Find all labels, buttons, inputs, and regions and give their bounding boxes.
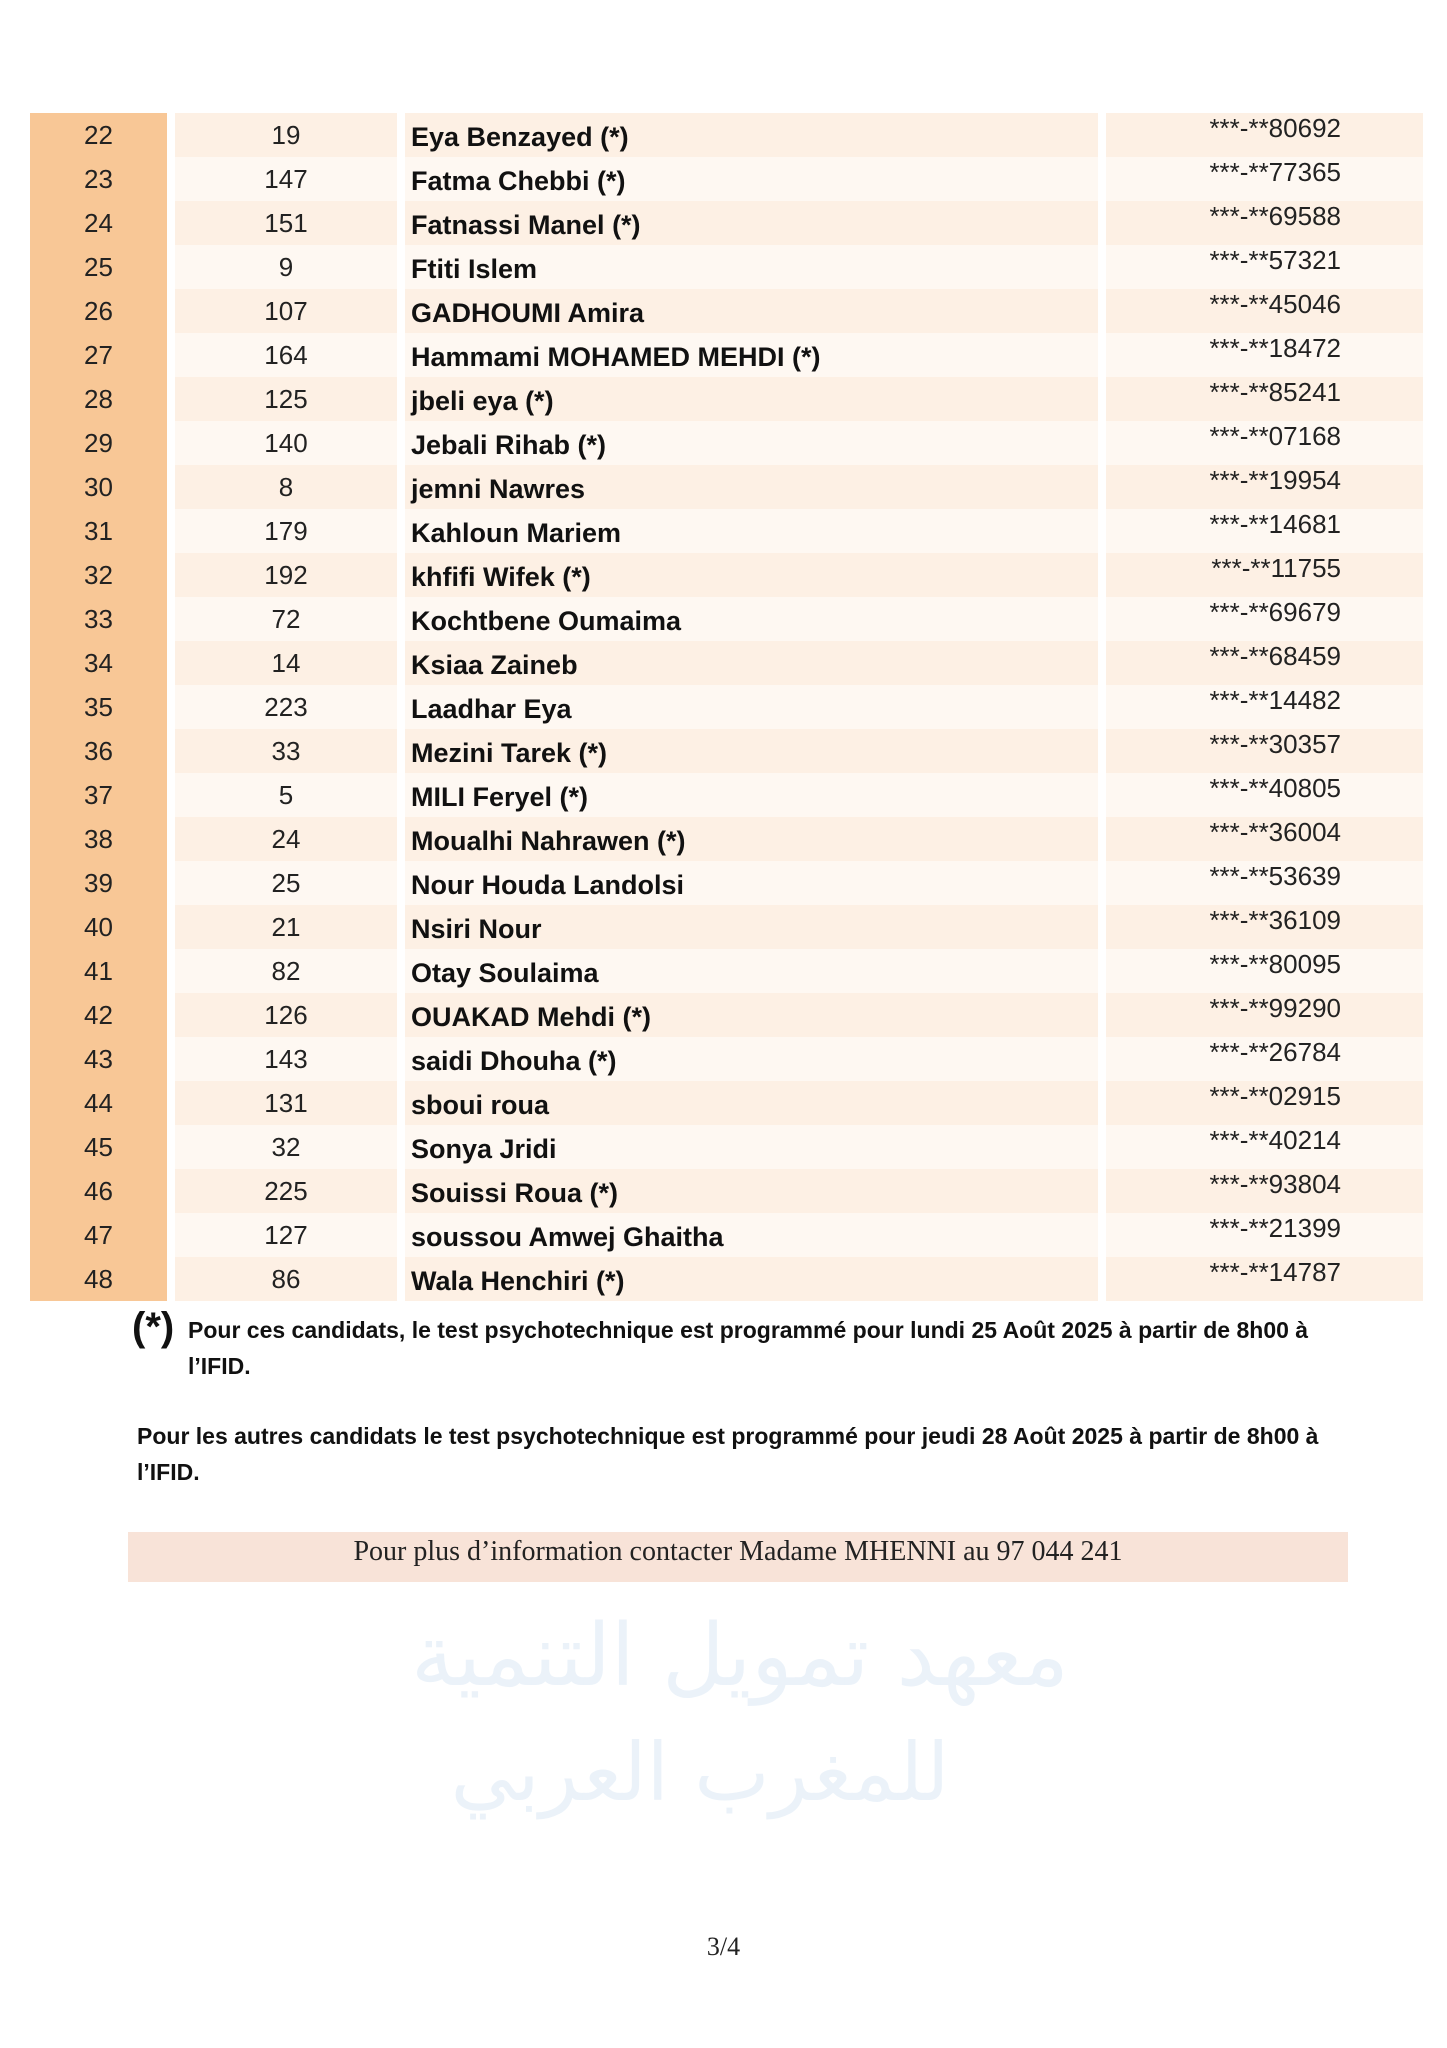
cell-gap — [167, 905, 175, 949]
cell-gap — [397, 1081, 405, 1125]
candidate-name-cell: Nour Houda Landolsi — [405, 861, 1098, 905]
number-cell: 14 — [175, 641, 397, 685]
candidate-id-cell: ***-**02915 — [1106, 1081, 1423, 1125]
candidate-id-cell: ***-**14482 — [1106, 685, 1423, 729]
cell-gap — [1098, 113, 1106, 157]
rank-cell: 47 — [30, 1213, 167, 1257]
rank-cell: 30 — [30, 465, 167, 509]
number-cell: 127 — [175, 1213, 397, 1257]
cell-gap — [397, 157, 405, 201]
cell-gap — [167, 1169, 175, 1213]
cell-gap — [1098, 597, 1106, 641]
candidate-id-cell: ***-**53639 — [1106, 861, 1423, 905]
number-cell: 192 — [175, 553, 397, 597]
cell-gap — [1098, 1257, 1106, 1301]
candidates-table — [30, 113, 1423, 1301]
cell-gap — [397, 905, 405, 949]
cell-gap — [1098, 949, 1106, 993]
cell-gap — [397, 1213, 405, 1257]
rank-cell: 37 — [30, 773, 167, 817]
cell-gap — [397, 421, 405, 465]
table-row — [30, 597, 1423, 641]
candidate-name-cell: Eya Benzayed (*) — [405, 113, 1098, 157]
cell-gap — [167, 509, 175, 553]
cell-gap — [167, 597, 175, 641]
number-cell: 82 — [175, 949, 397, 993]
rank-cell: 40 — [30, 905, 167, 949]
cell-gap — [167, 685, 175, 729]
cell-gap — [397, 1125, 405, 1169]
cell-gap — [167, 773, 175, 817]
number-cell: 32 — [175, 1125, 397, 1169]
cell-gap — [1098, 729, 1106, 773]
candidate-name-cell: Sonya Jridi — [405, 1125, 1098, 1169]
cell-gap — [167, 157, 175, 201]
cell-gap — [1098, 641, 1106, 685]
candidate-id-cell: ***-**68459 — [1106, 641, 1423, 685]
number-cell: 225 — [175, 1169, 397, 1213]
number-cell: 107 — [175, 289, 397, 333]
rank-cell: 39 — [30, 861, 167, 905]
table-row — [30, 245, 1423, 289]
cell-gap — [167, 201, 175, 245]
cell-gap — [1098, 905, 1106, 949]
table-row — [30, 465, 1423, 509]
cell-gap — [167, 333, 175, 377]
table-row — [30, 1169, 1423, 1213]
rank-cell: 22 — [30, 113, 167, 157]
candidate-name-cell: Jebali Rihab (*) — [405, 421, 1098, 465]
cell-gap — [1098, 773, 1106, 817]
number-cell: 33 — [175, 729, 397, 773]
cell-gap — [167, 1037, 175, 1081]
contact-banner: Pour plus d’information contacter Madame MHENNI au 97 044 241 — [128, 1532, 1348, 1582]
rank-cell: 46 — [30, 1169, 167, 1213]
table-row — [30, 553, 1423, 597]
candidate-id-cell: ***-**69588 — [1106, 201, 1423, 245]
candidate-id-cell: ***-**36004 — [1106, 817, 1423, 861]
cell-gap — [167, 1125, 175, 1169]
candidate-id-cell: ***-**57321 — [1106, 245, 1423, 289]
cell-gap — [397, 597, 405, 641]
table-row — [30, 773, 1423, 817]
table-row — [30, 1257, 1423, 1301]
candidate-name-cell: Moualhi Nahrawen (*) — [405, 817, 1098, 861]
cell-gap — [167, 1213, 175, 1257]
number-cell: 131 — [175, 1081, 397, 1125]
cell-gap — [397, 685, 405, 729]
page-number: 3/4 — [706, 1932, 741, 1961]
number-cell: 147 — [175, 157, 397, 201]
candidate-id-cell: ***-**36109 — [1106, 905, 1423, 949]
cell-gap — [167, 377, 175, 421]
candidate-name-cell: Fatma Chebbi (*) — [405, 157, 1098, 201]
cell-gap — [1098, 993, 1106, 1037]
number-cell: 125 — [175, 377, 397, 421]
rank-cell: 31 — [30, 509, 167, 553]
cell-gap — [1098, 377, 1106, 421]
cell-gap — [397, 553, 405, 597]
table-row — [30, 421, 1423, 465]
number-cell: 19 — [175, 113, 397, 157]
candidate-id-cell: ***-**93804 — [1106, 1169, 1423, 1213]
table-row — [30, 333, 1423, 377]
cell-gap — [397, 861, 405, 905]
table-row — [30, 993, 1423, 1037]
candidate-name-cell: OUAKAD Mehdi (*) — [405, 993, 1098, 1037]
other-candidates-note: Pour les autres candidats le test psychotechnique est programmé pour jeudi 28 Août 2025 à partir de 8h00 à l’IFID. — [137, 1423, 1319, 1485]
candidate-id-cell: ***-**80692 — [1106, 113, 1423, 157]
cell-gap — [397, 245, 405, 289]
cell-gap — [1098, 245, 1106, 289]
cell-gap — [397, 333, 405, 377]
table-row — [30, 157, 1423, 201]
cell-gap — [397, 1037, 405, 1081]
candidate-id-cell: ***-**14681 — [1106, 509, 1423, 553]
candidate-name-cell: GADHOUMI Amira — [405, 289, 1098, 333]
candidate-id-cell: ***-**26784 — [1106, 1037, 1423, 1081]
rank-cell: 24 — [30, 201, 167, 245]
table-row — [30, 641, 1423, 685]
cell-gap — [167, 861, 175, 905]
cell-gap — [167, 465, 175, 509]
watermark-line1: معهد تمويل التنمية — [411, 1606, 1069, 1706]
table-row — [30, 377, 1423, 421]
candidate-id-cell: ***-**07168 — [1106, 421, 1423, 465]
candidate-name-cell: MILI Feryel (*) — [405, 773, 1098, 817]
cell-gap — [397, 949, 405, 993]
candidate-name-cell: Otay Soulaima — [405, 949, 1098, 993]
number-cell: 21 — [175, 905, 397, 949]
rank-cell: 32 — [30, 553, 167, 597]
table-row — [30, 289, 1423, 333]
cell-gap — [1098, 1169, 1106, 1213]
number-cell: 223 — [175, 685, 397, 729]
number-cell: 151 — [175, 201, 397, 245]
starred-note-text: Pour ces candidats, le test psychotechnique est programmé pour lundi 25 Août 2025 à partir de 8h00 à l’IFID. — [188, 1317, 1309, 1379]
cell-gap — [167, 421, 175, 465]
cell-gap — [1098, 1037, 1106, 1081]
cell-gap — [397, 641, 405, 685]
candidate-id-cell: ***-**40214 — [1106, 1125, 1423, 1169]
number-cell: 164 — [175, 333, 397, 377]
cell-gap — [167, 113, 175, 157]
cell-gap — [167, 949, 175, 993]
cell-gap — [1098, 157, 1106, 201]
candidate-name-cell: Laadhar Eya — [405, 685, 1098, 729]
cell-gap — [1098, 861, 1106, 905]
candidate-name-cell: Nsiri Nour — [405, 905, 1098, 949]
table-row — [30, 685, 1423, 729]
table-row — [30, 1081, 1423, 1125]
table-row — [30, 905, 1423, 949]
cell-gap — [397, 729, 405, 773]
table-row — [30, 1037, 1423, 1081]
cell-gap — [1098, 553, 1106, 597]
candidate-name-cell: Hammami MOHAMED MEHDI (*) — [405, 333, 1098, 377]
cell-gap — [397, 1257, 405, 1301]
table-row — [30, 729, 1423, 773]
table-row — [30, 949, 1423, 993]
rank-cell: 23 — [30, 157, 167, 201]
starred-candidates-note — [132, 1312, 1352, 1384]
candidate-id-cell: ***-**80095 — [1106, 949, 1423, 993]
candidate-name-cell: Mezini Tarek (*) — [405, 729, 1098, 773]
candidate-id-cell: ***-**77365 — [1106, 157, 1423, 201]
number-cell: 179 — [175, 509, 397, 553]
cell-gap — [397, 1169, 405, 1213]
rank-cell: 34 — [30, 641, 167, 685]
table-row — [30, 1213, 1423, 1257]
candidate-id-cell: ***-**30357 — [1106, 729, 1423, 773]
cell-gap — [1098, 1081, 1106, 1125]
rank-cell: 44 — [30, 1081, 167, 1125]
cell-gap — [1098, 1213, 1106, 1257]
candidate-name-cell: saidi Dhouha (*) — [405, 1037, 1098, 1081]
cell-gap — [1098, 421, 1106, 465]
cell-gap — [397, 377, 405, 421]
cell-gap — [167, 817, 175, 861]
cell-gap — [397, 773, 405, 817]
number-cell: 25 — [175, 861, 397, 905]
cell-gap — [397, 465, 405, 509]
candidate-name-cell: Ftiti Islem — [405, 245, 1098, 289]
cell-gap — [167, 993, 175, 1037]
cell-gap — [167, 553, 175, 597]
cell-gap — [397, 201, 405, 245]
cell-gap — [397, 817, 405, 861]
rank-cell: 45 — [30, 1125, 167, 1169]
candidate-name-cell: khfifi Wifek (*) — [405, 553, 1098, 597]
cell-gap — [1098, 1125, 1106, 1169]
candidate-id-cell: ***-**18472 — [1106, 333, 1423, 377]
cell-gap — [397, 289, 405, 333]
asterisk-marker: (*) — [132, 1305, 175, 1349]
cell-gap — [167, 289, 175, 333]
table-row — [30, 817, 1423, 861]
number-cell: 8 — [175, 465, 397, 509]
candidate-id-cell: ***-**21399 — [1106, 1213, 1423, 1257]
number-cell: 24 — [175, 817, 397, 861]
candidate-id-cell: ***-**14787 — [1106, 1257, 1423, 1301]
candidate-name-cell: Fatnassi Manel (*) — [405, 201, 1098, 245]
candidate-id-cell: ***-**40805 — [1106, 773, 1423, 817]
rank-cell: 27 — [30, 333, 167, 377]
number-cell: 9 — [175, 245, 397, 289]
candidate-id-cell: ***-**19954 — [1106, 465, 1423, 509]
number-cell: 143 — [175, 1037, 397, 1081]
watermark-line2: للمغرب العربي — [450, 1726, 950, 1819]
rank-cell: 42 — [30, 993, 167, 1037]
candidate-name-cell: soussou Amwej Ghaitha — [405, 1213, 1098, 1257]
cell-gap — [397, 509, 405, 553]
rank-cell: 43 — [30, 1037, 167, 1081]
cell-gap — [1098, 509, 1106, 553]
candidate-id-cell: ***-**99290 — [1106, 993, 1423, 1037]
table-row — [30, 861, 1423, 905]
table-row — [30, 1125, 1423, 1169]
candidate-name-cell: Kahloun Mariem — [405, 509, 1098, 553]
rank-cell: 48 — [30, 1257, 167, 1301]
rank-cell: 26 — [30, 289, 167, 333]
number-cell: 86 — [175, 1257, 397, 1301]
cell-gap — [1098, 289, 1106, 333]
candidate-name-cell: Kochtbene Oumaima — [405, 597, 1098, 641]
candidate-id-cell: ***-**85241 — [1106, 377, 1423, 421]
candidate-name-cell: Ksiaa Zaineb — [405, 641, 1098, 685]
table-row — [30, 113, 1423, 157]
rank-cell: 28 — [30, 377, 167, 421]
candidate-id-cell: ***-**69679 — [1106, 597, 1423, 641]
rank-cell: 35 — [30, 685, 167, 729]
cell-gap — [1098, 685, 1106, 729]
candidate-name-cell: sboui roua — [405, 1081, 1098, 1125]
rank-cell: 33 — [30, 597, 167, 641]
cell-gap — [167, 1081, 175, 1125]
table-row — [30, 201, 1423, 245]
candidate-name-cell: jbeli eya (*) — [405, 377, 1098, 421]
number-cell: 72 — [175, 597, 397, 641]
rank-cell: 29 — [30, 421, 167, 465]
cell-gap — [167, 245, 175, 289]
ifid-watermark-logo — [400, 1590, 1080, 1850]
rank-cell: 25 — [30, 245, 167, 289]
rank-cell: 41 — [30, 949, 167, 993]
cell-gap — [397, 113, 405, 157]
number-cell: 126 — [175, 993, 397, 1037]
candidate-id-cell: ***-**11755 — [1106, 553, 1423, 597]
candidate-name-cell: Wala Henchiri (*) — [405, 1257, 1098, 1301]
rank-cell: 36 — [30, 729, 167, 773]
table-row — [30, 509, 1423, 553]
number-cell: 5 — [175, 773, 397, 817]
cell-gap — [1098, 201, 1106, 245]
candidate-name-cell: Souissi Roua (*) — [405, 1169, 1098, 1213]
cell-gap — [167, 729, 175, 773]
cell-gap — [1098, 465, 1106, 509]
candidate-id-cell: ***-**45046 — [1106, 289, 1423, 333]
candidate-name-cell: jemni Nawres — [405, 465, 1098, 509]
cell-gap — [167, 641, 175, 685]
cell-gap — [1098, 333, 1106, 377]
cell-gap — [167, 1257, 175, 1301]
number-cell: 140 — [175, 421, 397, 465]
rank-cell: 38 — [30, 817, 167, 861]
cell-gap — [397, 993, 405, 1037]
cell-gap — [1098, 817, 1106, 861]
